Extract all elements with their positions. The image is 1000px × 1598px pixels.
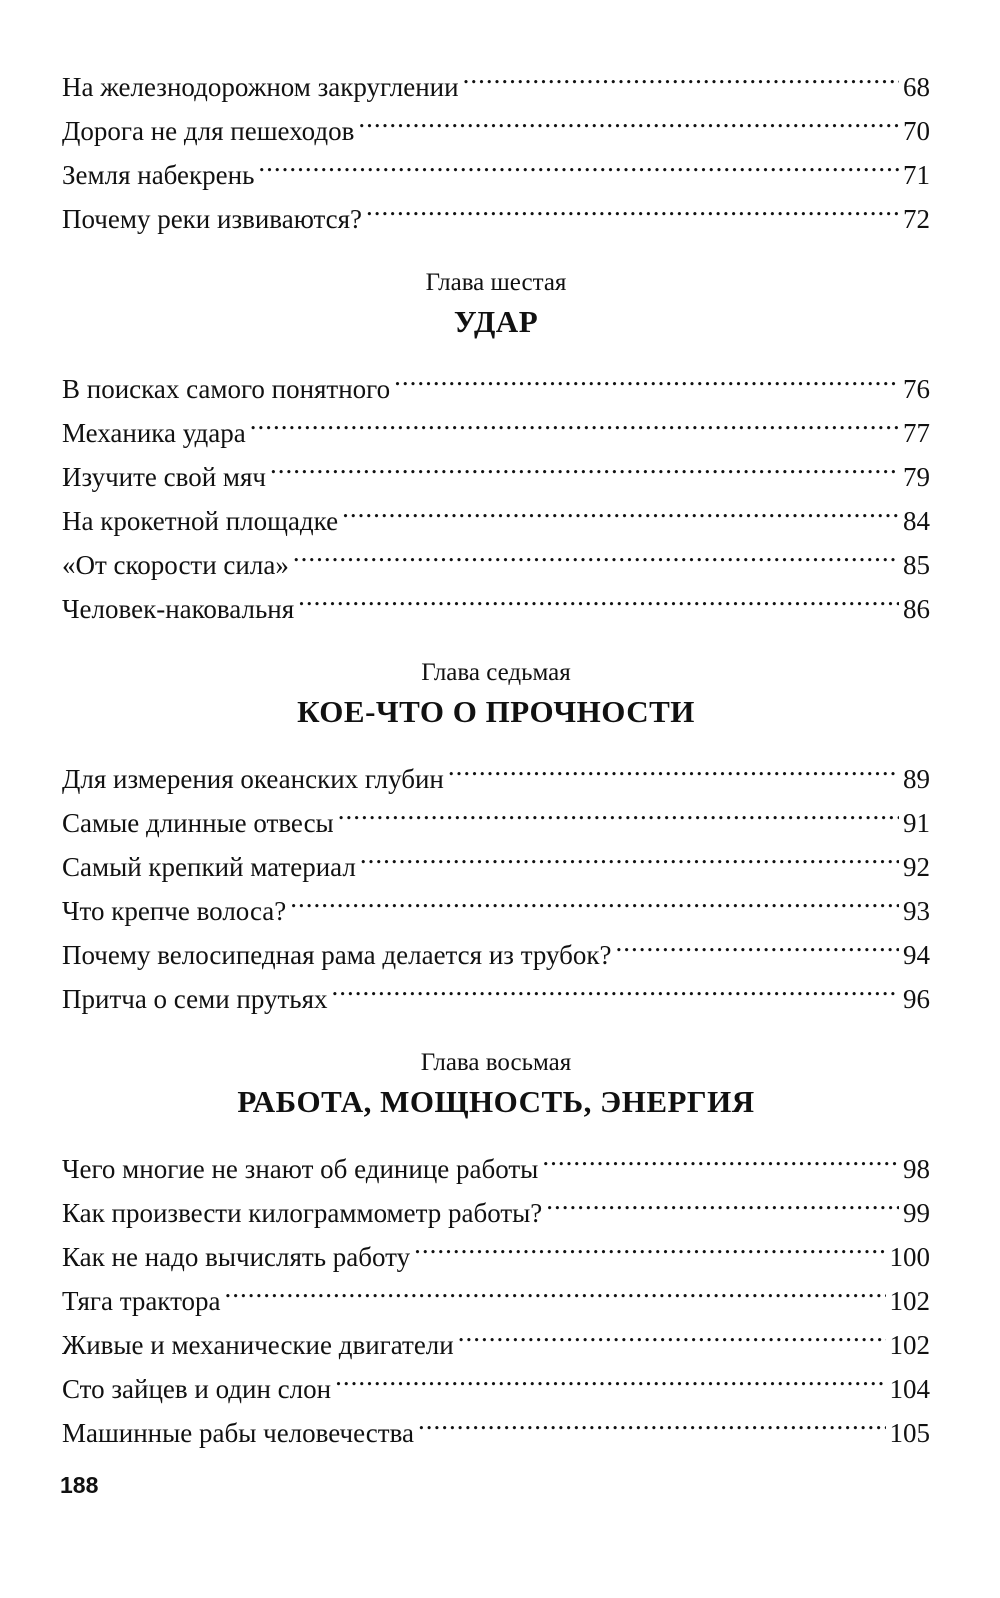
toc-entry-page: 89 [903,764,930,794]
toc-section-chapter-7 [62,656,930,1014]
toc-entry-page: 71 [903,160,930,190]
chapter-heading [62,656,930,734]
toc-entry-page: 105 [889,1418,930,1448]
chapter-label: Глава седьмая [421,659,571,686]
toc-entry-title: Самый крепкий материал [62,852,356,882]
toc-entry-title: В поисках самого понятного [62,374,391,404]
toc-entry-page: 85 [903,550,930,580]
chapter-label: Глава восьмая [420,1049,572,1076]
dot-leader [358,96,899,140]
toc-entry-page: 72 [903,204,930,234]
toc-section-continued [62,52,930,234]
toc-entry-title: Сто зайцев и один слон [62,1374,332,1404]
dot-leader [290,876,899,920]
toc-entry [62,1134,930,1184]
dot-leader [270,442,899,486]
dot-leader [448,744,899,788]
dot-leader [332,964,899,1008]
toc-entry-page: 76 [903,374,930,404]
dot-leader [366,184,899,228]
toc-entry [62,354,930,404]
toc-entry-page: 104 [889,1374,930,1404]
table-of-contents [62,52,930,1448]
toc-entry-title: Машинные рабы человечества [62,1418,414,1448]
toc-section-chapter-6 [62,266,930,624]
toc-entry [62,744,930,794]
dot-leader [394,354,899,398]
chapter-label: Глава шестая [425,269,567,296]
dot-leader [225,1266,886,1310]
toc-entry-title: Как не надо вычислять работу [62,1242,411,1272]
dot-leader [360,832,899,876]
toc-entry-title: Дорога не для пешеходов [62,116,355,146]
dot-leader [458,1310,886,1354]
toc-section-chapter-8 [62,1046,930,1448]
toc-entry-page: 94 [903,940,930,970]
toc-entry-title: Самые длинные отвесы [62,808,334,838]
chapter-title: УДАР [453,304,539,339]
page-number: 188 [60,1472,99,1498]
toc-entry-title: Человек-наковальня [62,594,295,624]
toc-entry-page: 77 [903,418,930,448]
toc-entry-page: 68 [903,72,930,102]
toc-entry-title: Изучите свой мяч [62,462,266,492]
toc-entry-title: Земля набекрень [62,160,255,190]
dot-leader [615,920,899,964]
toc-entry-title: «От скорости сила» [62,550,289,580]
toc-entry-page: 84 [903,506,930,536]
toc-entry-page: 86 [903,594,930,624]
dot-leader [342,486,899,530]
dot-leader [418,1398,886,1442]
chapter-heading [62,266,930,344]
dot-leader [338,788,899,832]
dot-leader [414,1222,885,1266]
toc-entry-title: Тяга трактора [62,1286,221,1316]
toc-entry-title: Как произвести килограммометр работы? [62,1198,543,1228]
dot-leader [258,140,899,184]
toc-entry-page: 91 [903,808,930,838]
toc-entry-title: Почему велосипедная рама делается из трубок? [62,940,612,970]
toc-entry-title: На крокетной площадке [62,506,339,536]
dot-leader [463,52,899,96]
dot-leader [542,1134,899,1178]
toc-entry-page: 99 [903,1198,930,1228]
toc-entry-page: 93 [903,896,930,926]
toc-entry-title: Почему реки извиваются? [62,204,363,234]
dot-leader [250,398,899,442]
toc-entry-title: Для измерения океанских глубин [62,764,444,794]
dot-leader [298,574,899,618]
dot-leader [546,1178,899,1222]
toc-entry-page: 102 [889,1286,930,1316]
toc-entry-title: Живые и механические двигатели [62,1330,454,1360]
chapter-heading [62,1046,930,1124]
toc-entry-page: 98 [903,1154,930,1184]
toc-entry-page: 79 [903,462,930,492]
toc-entry-title: Что крепче волоса? [62,896,287,926]
toc-entry-page: 96 [903,984,930,1014]
dot-leader [293,530,899,574]
toc-entry [62,52,930,102]
toc-entry-title: Притча о семи прутьях [62,984,328,1014]
toc-entry-title: На железнодорожном закруглении [62,72,459,102]
toc-entry-title: Чего многие не знают об единице работы [62,1154,539,1184]
toc-entry-page: 100 [889,1242,930,1272]
chapter-title: РАБОТА, МОЩНОСТЬ, ЭНЕРГИЯ [237,1084,755,1119]
dot-leader [335,1354,885,1398]
chapter-title: КОЕ-ЧТО О ПРОЧНОСТИ [297,694,695,729]
toc-entry-page: 102 [889,1330,930,1360]
toc-entry-title: Механика удара [62,418,246,448]
toc-entry-page: 92 [903,852,930,882]
toc-entry-page: 70 [903,116,930,146]
